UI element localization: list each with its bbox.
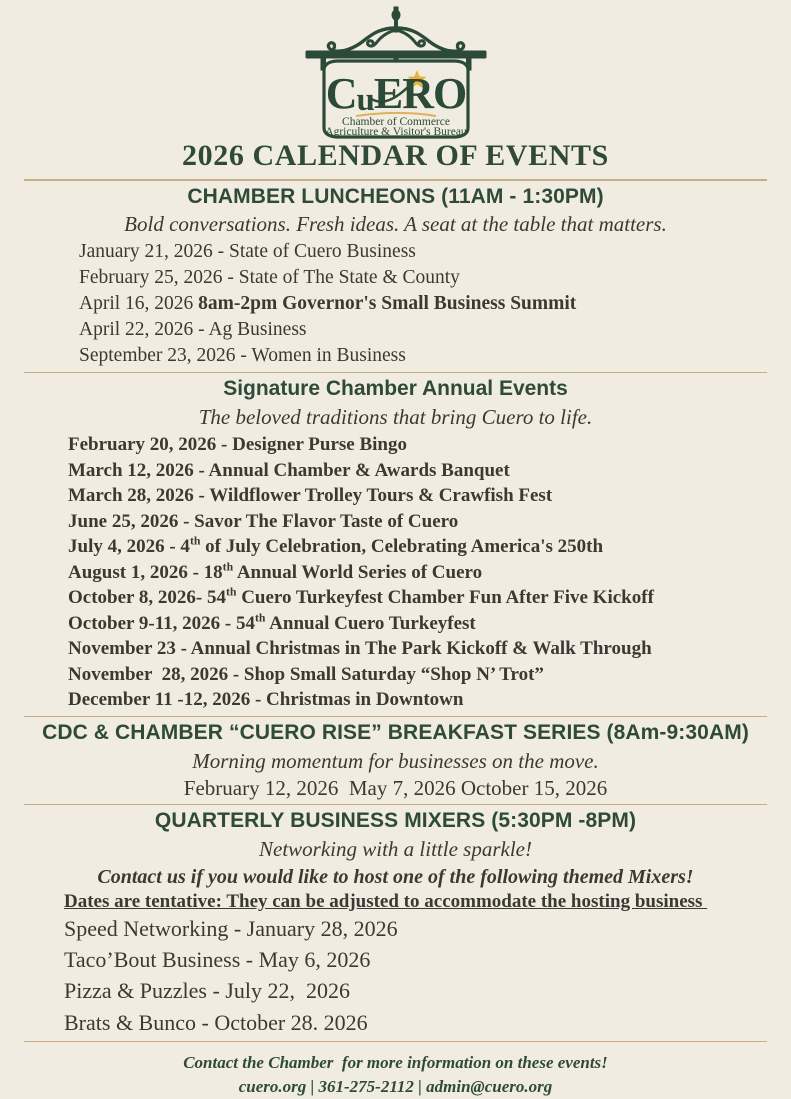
event-text-tail: Annual World Series of Cuero (233, 561, 483, 583)
chamber-logo (0, 0, 791, 140)
signature-event-list (24, 432, 767, 713)
section-signature-events (0, 377, 791, 713)
page-title: 2026 CALENDAR OF EVENTS (182, 139, 609, 172)
event-text: December 11 -12, 2026 - Christmas in Downtown (68, 689, 464, 711)
section-heading-mixers: QUARTERLY BUSINESS MIXERS (5:30PM -8PM) (154, 808, 637, 832)
section-luncheons (0, 185, 791, 370)
list-item: February 25, 2026 - State of The State & County (79, 267, 460, 289)
section-heading-breakfast: CDC & CHAMBER “CUERO RISE” BREAKFAST SERIES (8Am-9:30AM) (42, 721, 749, 745)
luncheon-event-list (24, 239, 767, 369)
event-text: March 12, 2026 - Annual Chamber & Awards Banquet (68, 459, 510, 481)
divider-luncheons (24, 372, 767, 373)
ordinal-suffix: th (222, 560, 234, 574)
cuero-logo-graphic (284, 4, 508, 144)
footer-line-2: cuero.org | 361-275-2112 | admin@cuero.org (238, 1077, 553, 1096)
section-heading-signature: Signature Chamber Annual Events (223, 377, 568, 401)
section-tagline-signature: The beloved traditions that bring Cuero to life. (198, 404, 593, 429)
event-text: October 9-11, 2026 - 54 (68, 612, 255, 634)
list-item (68, 662, 767, 688)
ordinal-suffix: th (189, 534, 201, 548)
event-text-tail: of July Celebration, Celebrating America's 250th (200, 536, 604, 558)
list-item (68, 687, 767, 713)
event-text: February 20, 2026 - Designer Purse Bingo (68, 434, 407, 456)
event-title: 8am-2pm Governor's Small Business Summit (198, 293, 577, 315)
event-text: November 28, 2026 - Shop Small Saturday “Shop N’ Trot” (68, 663, 544, 685)
ordinal-suffix: th (225, 585, 237, 599)
list-item: Brats & Bunco - October 28. 2026 (64, 1009, 368, 1035)
event-text: March 28, 2026 - Wildflower Trolley Tours & Crawfish Fest (68, 485, 553, 507)
section-tagline-breakfast: Morning momentum for businesses on the move. (192, 748, 599, 773)
breakfast-dates: February 12, 2026 May 7, 2026 October 15, 2026 (183, 775, 608, 800)
section-tagline-mixers: Networking with a little sparkle! (259, 836, 532, 861)
list-item (68, 560, 767, 586)
section-breakfast-series (0, 721, 791, 801)
list-item (68, 585, 767, 611)
list-item (68, 432, 767, 458)
section-tagline-luncheons: Bold conversations. Fresh ideas. A seat at the table that matters. (124, 212, 667, 237)
list-item: Speed Networking - January 28, 2026 (64, 915, 398, 941)
list-item: Pizza & Puzzles - July 22, 2026 (64, 978, 350, 1004)
section-heading-luncheons: CHAMBER LUNCHEONS (11AM - 1:30PM) (187, 184, 604, 208)
list-item: April 22, 2026 - Ag Business (79, 319, 307, 341)
list-item-highlighted (79, 291, 767, 317)
event-text: August 1, 2026 - 18 (68, 561, 223, 583)
list-item: September 23, 2026 - Women in Business (79, 345, 406, 367)
section-host-invitation: Contact us if you would like to host one of the following themed Mixers! (97, 865, 694, 888)
divider-mixers (24, 1041, 767, 1042)
list-item (68, 611, 767, 637)
footer-contact (0, 1051, 791, 1099)
list-item (68, 458, 767, 484)
event-text-tail: Cuero Turkeyfest Chamber Fun After Five Kickoff (236, 587, 654, 609)
logo-subtitle-2: Agriculture & Visitor's Bureau (324, 126, 467, 138)
ordinal-suffix: th (255, 611, 266, 625)
divider-title (24, 179, 767, 181)
list-item (68, 534, 767, 560)
event-text: July 4, 2026 - 4 (68, 536, 190, 558)
mixers-tentative-note: Dates are tentative: They can be adjusted to accommodate the hosting business (64, 890, 708, 912)
divider-breakfast (24, 804, 767, 805)
event-text: October 8, 2026- 54 (68, 587, 226, 609)
list-item (68, 483, 767, 509)
list-item: January 21, 2026 - State of Cuero Business (79, 241, 416, 263)
footer-line-1: Contact the Chamber for more information on these events! (183, 1052, 608, 1072)
event-text-tail: Annual Cuero Turkeyfest (265, 612, 476, 634)
event-date: April 16, 2026 (79, 293, 199, 315)
event-text: November 23 - Annual Christmas in The Park Kickoff & Walk Through (68, 638, 652, 660)
mixer-event-list (24, 913, 767, 1038)
svg-text:CuERO: CuERO (325, 69, 466, 118)
divider-signature (24, 716, 767, 717)
event-text: June 25, 2026 - Savor The Flavor Taste of Cuero (68, 510, 459, 532)
list-item (68, 636, 767, 662)
logo-subtitle-1: Chamber of Commerce (341, 116, 450, 128)
list-item: Taco’Bout Business - May 6, 2026 (64, 947, 371, 973)
list-item (68, 509, 767, 535)
section-quarterly-mixers (0, 809, 791, 1038)
